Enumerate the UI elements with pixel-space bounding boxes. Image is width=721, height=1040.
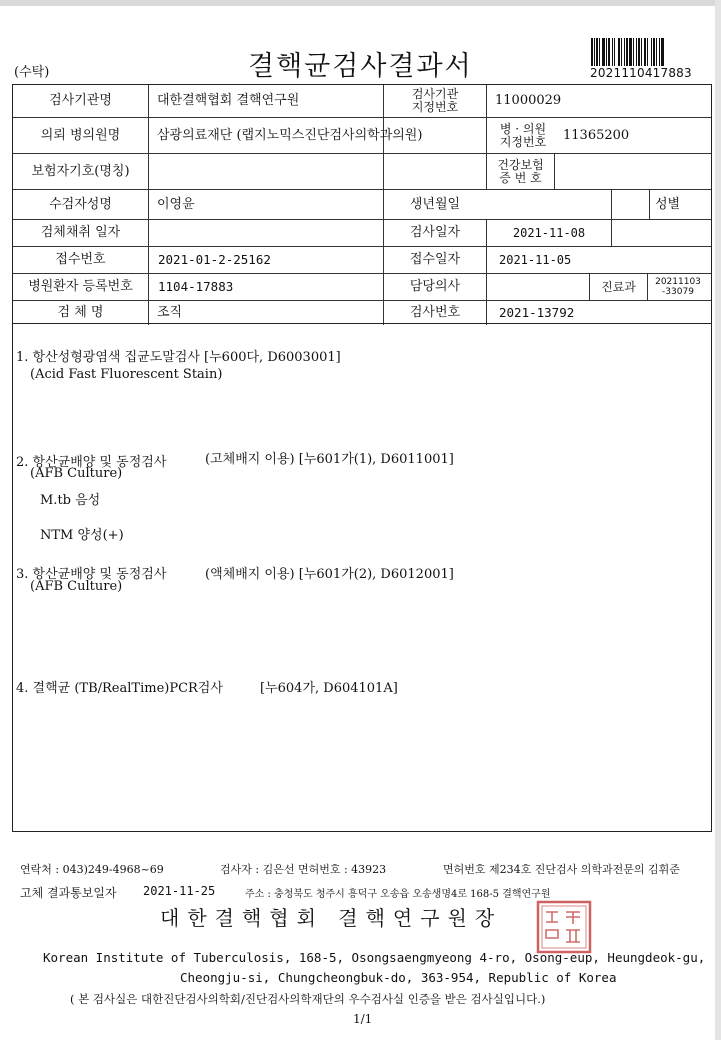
birth-label: 생년월일 bbox=[409, 196, 461, 212]
dept-label: 진료과 bbox=[601, 280, 636, 294]
health-label bbox=[487, 154, 554, 189]
inst-code-label bbox=[384, 85, 486, 117]
item2-method: (고체배지 이용) [누601가(1), D6011001] bbox=[205, 452, 454, 467]
insured-value bbox=[149, 154, 486, 189]
dept-code bbox=[648, 274, 708, 300]
hospital-code-label bbox=[487, 118, 559, 153]
specimen-label: 검 체 명 bbox=[57, 304, 104, 320]
address-english-line1: Korean Institute of Tuberculosis, 168-5, Osongsaengmyeong 4-ro, Osong-eup, Heungdeok-gu, bbox=[43, 950, 706, 965]
specimen-value: 조직 bbox=[157, 304, 183, 320]
license: 면허번호 제234호 진단검사 의학과전문의 김휘준 bbox=[443, 863, 680, 876]
report-date-label: 고체 결과통보일자 bbox=[20, 886, 117, 900]
item3-subtitle: (AFB Culture) bbox=[30, 579, 123, 594]
item3-method: (액체배지 이용) [누601가(2), D6012001] bbox=[205, 567, 454, 582]
health-label-line2: 증 번 호 bbox=[499, 170, 542, 185]
item4-title: 4. 결핵균 (TB/RealTime)PCR검사 bbox=[16, 681, 223, 696]
birth-value bbox=[487, 190, 611, 219]
sex-value bbox=[612, 190, 649, 219]
inst-code-label-line1: 검사기관 bbox=[411, 87, 459, 101]
window-right-edge bbox=[715, 0, 721, 1040]
sex-label: 성별 bbox=[654, 196, 681, 212]
receipt-no-value: 2021-01-2-25162 bbox=[158, 252, 271, 267]
receipt-date-value: 2021-11-05 bbox=[499, 253, 572, 267]
hospital-code-label-line1: 병 · 의원 bbox=[499, 121, 547, 136]
hospital-code-label-line2: 지정번호 bbox=[499, 134, 547, 149]
insured-label: 보험자기호(명칭) bbox=[31, 163, 130, 179]
patient-label: 수검자성명 bbox=[49, 196, 112, 212]
inst-label: 검사기관명 bbox=[49, 93, 112, 108]
patient-info-table bbox=[12, 84, 712, 324]
inst-value: 대한결핵협회 결핵연구원 bbox=[157, 93, 300, 108]
certification-note: ( 본 검사실은 대한진단검사의학회/진단검사의학재단의 우수검사실 인증을 받은 검사실입니다.) bbox=[70, 992, 546, 1006]
inst-code-value: 11000029 bbox=[495, 93, 562, 108]
contact: 연락처 : 043)249-4968~69 bbox=[20, 863, 164, 876]
test-date-label: 검사일자 bbox=[409, 225, 461, 240]
page-number: 1/1 bbox=[353, 1012, 373, 1026]
hospital-value: 삼광의료재단 (랩지노믹스진단검사의학과의원) bbox=[157, 127, 423, 143]
test-date-value: 2021-11-08 bbox=[512, 226, 586, 240]
reg-value: 1104-17883 bbox=[158, 279, 234, 294]
item4-code: [누604가, D604101A] bbox=[260, 681, 398, 696]
item2-subtitle: (AFB Culture) bbox=[30, 466, 123, 481]
receipt-no-label: 접수번호 bbox=[55, 252, 106, 267]
official-seal-stamp bbox=[536, 900, 592, 954]
report-date-value: 2021-11-25 bbox=[143, 884, 216, 898]
item1-subtitle: (Acid Fast Fluorescent Stain) bbox=[30, 367, 223, 382]
collect-label: 검체채취 일자 bbox=[40, 225, 121, 240]
item2-title: 2. 항산균배양 및 동정검사 bbox=[16, 455, 167, 470]
address-english-line2: Cheongju-si, Chungcheongbuk-do, 363-954, Republic of Korea bbox=[180, 970, 617, 985]
receipt-date-label: 접수일자 bbox=[409, 252, 461, 267]
document-title: 결핵균검사결과서 bbox=[248, 51, 473, 82]
test-no-label: 검사번호 bbox=[409, 304, 461, 320]
health-value bbox=[555, 154, 707, 189]
hospital-label: 의뢰 병의원명 bbox=[40, 127, 121, 143]
health-label-line1: 건강보험 bbox=[497, 157, 544, 172]
window-top-edge bbox=[0, 0, 721, 6]
item2-result-mtb: M.tb 음성 bbox=[40, 493, 101, 508]
tester: 검사자 : 김은선 면허번호 : 43923 bbox=[220, 863, 387, 876]
test-no-value: 2021-13792 bbox=[499, 304, 575, 320]
hospital-code-value: 11365200 bbox=[563, 127, 630, 143]
dept-code-line2: -33079 bbox=[662, 287, 694, 297]
barcode bbox=[591, 38, 697, 66]
item1-title: 1. 항산성형광염색 집균도말검사 [누600다, D6003001] bbox=[16, 350, 341, 365]
inst-code-label-line2: 지정번호 bbox=[411, 100, 459, 114]
item3-title: 3. 항산균배양 및 동정검사 bbox=[16, 567, 167, 582]
doctor-label: 담당의사 bbox=[409, 279, 461, 294]
doctor-value bbox=[487, 274, 589, 300]
patient-value: 이영윤 bbox=[157, 196, 195, 212]
address-korean: 주소 : 충청북도 청주시 흥덕구 오송읍 오송생명4로 168-5 결핵연구원 bbox=[245, 889, 551, 900]
collect-value bbox=[149, 220, 383, 246]
barcode-number: 2021110417883 bbox=[590, 66, 692, 80]
institute-name: 대한결핵협회 결핵연구원장 bbox=[160, 906, 503, 930]
reg-label: 병원환자 등록번호 bbox=[28, 279, 133, 294]
item2-result-ntm: NTM 양성(+) bbox=[40, 528, 124, 543]
copy-label: (수탁) bbox=[14, 65, 50, 80]
dept-code-line1: 20211103 bbox=[655, 277, 701, 287]
